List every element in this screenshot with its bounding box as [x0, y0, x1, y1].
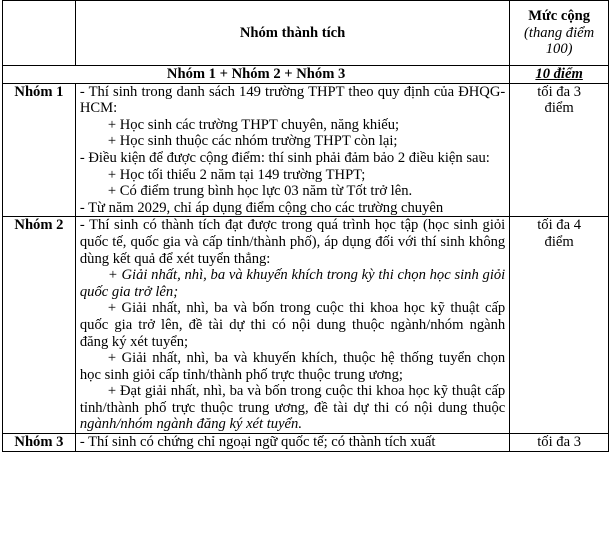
group3-score: tối đa 3	[510, 434, 609, 452]
group2-item4-text: + Đạt giải nhất, nhì, ba và bốn trong cuộc thi khoa học kỹ thuật cấp tỉnh/thành phố trực thuộc trung ương, đề tài dự thi có nội dung thuộc	[79, 383, 506, 416]
summary-row	[3, 66, 609, 84]
group2-item: + Giải nhất, nhì, ba và khuyến khích trong kỳ thi chọn học sinh giỏi quốc gia trở lên;	[79, 267, 506, 300]
group2-name: Nhóm 2	[3, 217, 76, 434]
group2-item: + Giải nhất, nhì, ba và bốn trong cuộc thi khoa học kỹ thuật cấp quốc gia trở lên, đề tài dự thi có nội dung thuộc ngành/nhóm ngành đăng ký xét tuyển;	[79, 300, 506, 350]
group2-score	[510, 217, 609, 434]
group2-row	[3, 217, 609, 434]
header-score-line1: Mức cộng	[528, 8, 591, 25]
group2-content	[75, 217, 509, 434]
header-score-title	[510, 1, 609, 66]
table-header-row	[3, 1, 609, 66]
group1-name: Nhóm 1	[3, 83, 76, 217]
group1-line: + Học sinh thuộc các nhóm trường THPT còn lại;	[107, 133, 398, 150]
group1-line: - Thí sinh trong danh sách 149 trường THPT theo quy định của ĐHQG-HCM:	[79, 83, 506, 117]
group2-item4-italic: ngành/nhóm ngành đăng ký xét tuyển.	[79, 416, 302, 433]
header-score-line2: (thang điểm	[524, 24, 595, 41]
group3-name: Nhóm 3	[3, 434, 76, 452]
achievement-table	[2, 0, 609, 452]
group2-item4	[80, 383, 505, 433]
group1-line: - Điều kiện để được cộng điểm: thí sinh phải đảm bảo 2 điều kiện sau:	[79, 149, 490, 166]
group2-item: + Giải nhất, nhì, ba và khuyến khích, thuộc hệ thống tuyển chọn học sinh giỏi cấp tỉnh/thành phố trực thuộc trung ương;	[79, 350, 506, 383]
header-empty-cell	[3, 1, 76, 66]
group2-score-line2: điểm	[544, 233, 574, 250]
group1-line: + Học tối thiểu 2 năm tại 149 trường THPT;	[107, 166, 366, 183]
header-group-title: Nhóm thành tích	[75, 1, 509, 66]
group3-content: - Thí sinh có chứng chỉ ngoại ngữ quốc tế; có thành tích xuất	[75, 434, 509, 452]
group1-row	[3, 83, 609, 217]
group1-line: + Học sinh các trường THPT chuyên, năng khiếu;	[107, 116, 400, 133]
summary-value: 10 điểm	[510, 66, 609, 84]
group1-line: + Có điểm trung bình học lực 03 năm từ Tốt trở lên.	[107, 183, 413, 200]
group2-intro: - Thí sinh có thành tích đạt được trong quá trình học tập (học sinh giỏi quốc tế, quốc gia và cấp tỉnh/thành phố), áp dụng đối với thí sinh không dùng kết quả để xét tuyển thẳng:	[79, 217, 506, 267]
group1-score-line1: tối đa 3	[537, 83, 581, 100]
group1-content	[75, 83, 509, 217]
group1-line: - Từ năm 2029, chỉ áp dụng điểm cộng cho các trường chuyên	[79, 199, 444, 216]
group3-row	[3, 434, 609, 452]
group2-score-line1: tối đa 4	[537, 217, 581, 234]
group1-score-line2: điểm	[544, 100, 574, 117]
group1-score	[510, 83, 609, 217]
summary-label: Nhóm 1 + Nhóm 2 + Nhóm 3	[3, 66, 510, 84]
header-score-line3: 100)	[545, 41, 573, 58]
